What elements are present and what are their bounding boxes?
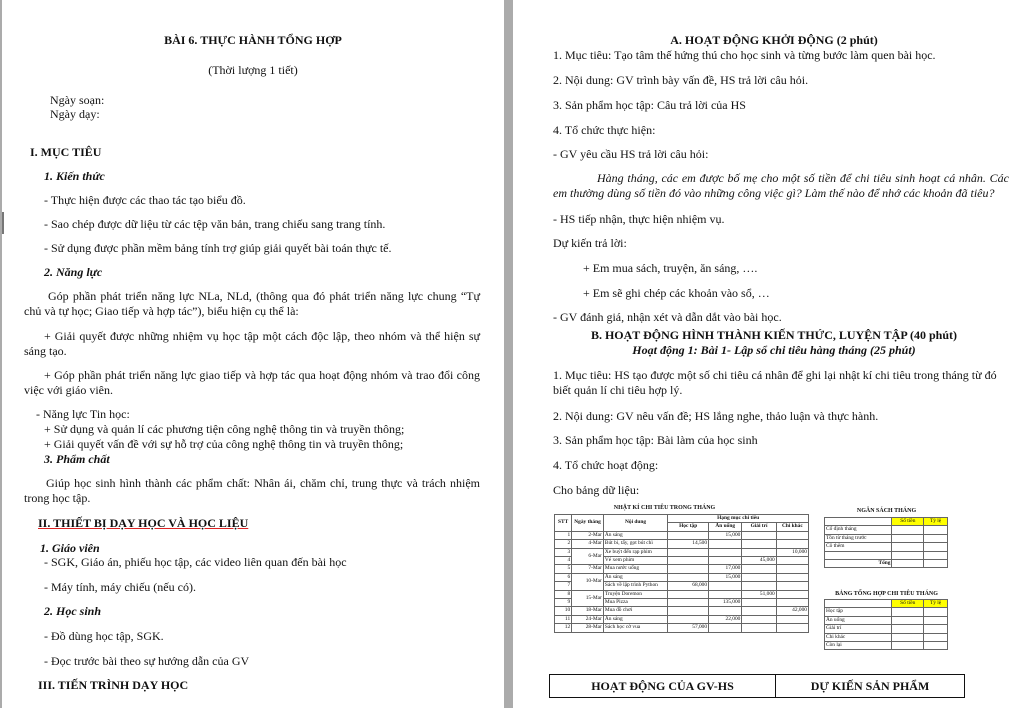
row-content: Ăn sáng <box>603 615 667 623</box>
row-amount-hoc <box>668 565 709 573</box>
row-amount-an <box>709 590 742 598</box>
diary-table-title: NHẬT KÍ CHI TIÊU TRONG THÁNG <box>613 505 716 511</box>
summary-row-label: Giải trí <box>825 625 892 633</box>
header-expected-product: DỰ KIẾN SẢN PHẨM <box>776 675 965 698</box>
row-amount-hoc: 14,500 <box>668 540 709 548</box>
table-cell <box>924 543 948 551</box>
summary-row-label: Chi khác <box>825 633 892 641</box>
row-amount-hoc <box>668 548 709 556</box>
row-amount-giai: 51,000 <box>742 590 776 598</box>
col-group: Hạng mục chi tiêu <box>668 515 809 523</box>
subsection-teacher: 1. Giáo viên <box>40 541 100 555</box>
table-cell <box>892 551 924 559</box>
table-row <box>555 548 809 556</box>
table-cell <box>825 518 892 526</box>
budget-ratio-header: Tỷ lệ <box>924 518 948 526</box>
table-cell <box>892 642 924 650</box>
row-number: 6 <box>555 573 572 581</box>
table-cell <box>892 608 924 616</box>
section-equipment-text: II. THIẾT BỊ DẠY HỌC VÀ HỌC LIỆU <box>38 516 249 530</box>
activity-b-goal: 1. Mục tiêu: HS tạo được một số chi tiêu cá nhân để ghi lại nhật kí chi tiêu trong tháng từ đó biết quản lí chi tiêu hợp lý. <box>553 368 997 397</box>
it-competency-label: - Năng lực Tin học: <box>36 407 130 421</box>
row-amount-khac <box>776 540 808 548</box>
budget-amount-header: Số tiền <box>892 518 924 526</box>
row-amount-khac <box>776 531 808 539</box>
summary-amount-header: Số tiền <box>892 600 924 608</box>
row-content: Bút bi, tẩy, gọt bút chì <box>603 540 667 548</box>
row-number: 3 <box>555 548 572 556</box>
margin-marker <box>2 212 4 234</box>
table-cell <box>892 543 924 551</box>
row-date: 28-Mar <box>572 624 604 632</box>
summary-row-label: Còn lại <box>825 642 892 650</box>
table-cell <box>892 625 924 633</box>
activity-a-goal: 1. Mục tiêu: Tạo tâm thế hứng thú cho học sinh và từng bước làm quen bài học. <box>553 48 936 62</box>
table-row <box>555 590 809 598</box>
table-row <box>555 615 809 623</box>
document-page-2 <box>513 0 1035 708</box>
student-item-2: - Đọc trước bài theo sự hướng dẫn của GV <box>44 654 250 668</box>
section-equipment <box>38 516 248 531</box>
row-amount-giai <box>742 607 776 615</box>
header-teacher-student-activity: HOẠT ĐỘNG CỦA GV-HS <box>550 675 776 698</box>
activity-b-content: 2. Nội dung: GV nêu vấn đề; HS lắng nghe, thảo luận và thực hành. <box>553 409 879 423</box>
expected-answer-2: + Em sẽ ghi chép các khoản vào sổ, … <box>583 286 770 300</box>
row-amount-hoc: 68,000 <box>668 582 709 590</box>
row-content: Ăn sáng <box>603 531 667 539</box>
table-row <box>825 518 948 526</box>
row-date: 7-Mar <box>572 565 604 573</box>
row-amount-giai: 45,000 <box>742 557 776 565</box>
subsection-student: 2. Học sinh <box>44 604 102 618</box>
table-cell <box>892 616 924 624</box>
row-content: Vé xem phim <box>603 557 667 565</box>
lesson-title: BÀI 6. THỰC HÀNH TỔNG HỢP <box>164 33 342 47</box>
teacher-item-2: - Máy tính, máy chiếu (nếu có). <box>44 580 196 594</box>
activity-b-title: B. HOẠT ĐỘNG HÌNH THÀNH KIẾN THỨC, LUYỆN TẬP (40 phút) <box>590 328 958 342</box>
row-amount-giai <box>742 548 776 556</box>
row-amount-khac <box>776 624 808 632</box>
row-date: 15-Mar <box>572 590 604 607</box>
table-row <box>825 642 948 650</box>
row-content: Ăn sáng <box>603 573 667 581</box>
activity-a-assess: - GV đánh giá, nhận xét và dẫn dắt vào bài học. <box>553 310 782 324</box>
row-amount-hoc <box>668 599 709 607</box>
subsection-competency: 2. Năng lực <box>44 265 103 279</box>
row-amount-an <box>709 557 742 565</box>
knowledge-item-1: - Thực hiện được các thao tác tạo biểu đồ. <box>44 193 246 207</box>
row-number: 10 <box>555 607 572 615</box>
subsection-knowledge: 1. Kiến thức <box>44 169 105 183</box>
row-date: 24-Mar <box>572 615 604 623</box>
document-page-1 <box>2 0 504 708</box>
row-amount-an <box>709 607 742 615</box>
row-date: 6-Mar <box>572 548 604 565</box>
row-content: Mua nước uống <box>603 565 667 573</box>
row-amount-giai <box>742 565 776 573</box>
table-row <box>825 534 948 542</box>
row-amount-an <box>709 582 742 590</box>
table-cell <box>924 608 948 616</box>
table-cell <box>892 560 924 568</box>
table-row <box>555 607 809 615</box>
activity-b-product: 3. Sản phẩm học tập: Bài làm của học sinh <box>553 433 758 447</box>
row-number: 4 <box>555 557 572 565</box>
row-amount-khac <box>776 582 808 590</box>
table-row <box>555 531 809 539</box>
row-number: 11 <box>555 615 572 623</box>
knowledge-item-3: - Sử dụng được phần mềm bảng tính trợ giúp giải quyết bài toán thực tế. <box>44 241 392 255</box>
row-amount-hoc <box>668 607 709 615</box>
table-cell <box>924 560 948 568</box>
table-row <box>555 624 809 632</box>
teacher-item-1: - SGK, Giáo án, phiếu học tập, các video liên quan đến bài học <box>44 555 347 569</box>
table-cell <box>924 642 948 650</box>
row-amount-giai <box>742 573 776 581</box>
table-row <box>825 608 948 616</box>
row-amount-hoc <box>668 531 709 539</box>
budget-row-label <box>825 551 892 559</box>
table-row <box>825 625 948 633</box>
activity-b-organize: 4. Tổ chức hoạt động: <box>553 458 659 472</box>
table-row <box>825 560 948 568</box>
row-amount-giai <box>742 599 776 607</box>
col-study: Học tập <box>668 523 709 531</box>
activity-a-title: A. HOẠT ĐỘNG KHỞI ĐỘNG (2 phút) <box>670 33 878 47</box>
table-cell <box>892 526 924 534</box>
it-competency-2: + Giải quyết vấn đề với sự hỗ trợ của công nghệ thông tin và truyền thông; <box>44 437 404 451</box>
budget-row-label: Tồn từ tháng trước <box>825 534 892 542</box>
row-content: Mua đồ chơi <box>603 607 667 615</box>
table-cell <box>825 600 892 608</box>
row-number: 8 <box>555 590 572 598</box>
activity-a-content: 2. Nội dung: GV trình bày vấn đề, HS trả lời câu hỏi. <box>553 73 809 87</box>
activity-b-subtitle: Hoạt động 1: Bài 1- Lập sổ chi tiêu hàng tháng (25 phút) <box>632 343 916 357</box>
table-cell <box>924 534 948 542</box>
row-amount-an: 15,000 <box>709 573 742 581</box>
budget-total-label: Tổng <box>825 560 892 568</box>
col-other: Chi khác <box>776 523 808 531</box>
activity-a-request: - GV yêu cầu HS trả lời câu hỏi: <box>553 147 709 161</box>
row-amount-an: 17,000 <box>709 565 742 573</box>
row-amount-khac <box>776 573 808 581</box>
table-cell <box>924 526 948 534</box>
row-amount-hoc <box>668 615 709 623</box>
table-row <box>825 551 948 559</box>
row-amount-hoc <box>668 590 709 598</box>
section-objectives: I. MỤC TIÊU <box>30 145 102 159</box>
table-cell <box>924 625 948 633</box>
row-amount-khac: 10,000 <box>776 548 808 556</box>
table-row <box>825 526 948 534</box>
row-content: Xe buýt đến rạp phim <box>603 548 667 556</box>
row-amount-an <box>709 540 742 548</box>
table-cell <box>892 534 924 542</box>
row-content: Truyện Doremon <box>603 590 667 598</box>
row-amount-khac <box>776 557 808 565</box>
budget-row-label: Cố định tháng <box>825 526 892 534</box>
row-amount-an: 15,000 <box>709 531 742 539</box>
row-date: 4-Mar <box>572 540 604 548</box>
row-number: 2 <box>555 540 572 548</box>
table-row <box>550 675 965 698</box>
lesson-duration: (Thời lượng 1 tiết) <box>208 63 298 77</box>
row-amount-khac <box>776 565 808 573</box>
summary-ratio-header: Tỷ lệ <box>924 600 948 608</box>
col-content: Nội dung <box>603 515 667 532</box>
row-date: 18-Mar <box>572 607 604 615</box>
row-amount-giai <box>742 540 776 548</box>
row-amount-hoc <box>668 557 709 565</box>
table-cell <box>892 633 924 641</box>
student-item-1: - Đồ dùng học tập, SGK. <box>44 629 164 643</box>
col-date: Ngày tháng <box>572 515 604 532</box>
row-amount-an: 135,000 <box>709 599 742 607</box>
col-food: Ăn uống <box>709 523 742 531</box>
summary-row-label: Ăn uống <box>825 616 892 624</box>
competency-paragraph: Góp phần phát triển năng lực NLa, NLd, (thông qua đó phát triển năng lực chung “Tự chủ và tự học; Giao tiếp và hợp tác”), biểu hiện cụ thể là: <box>24 289 480 318</box>
prep-date-label: Ngày soạn: <box>50 93 105 107</box>
activity-a-organize: 4. Tổ chức thực hiện: <box>553 123 656 137</box>
table-row <box>555 573 809 581</box>
summary-table-title: BẢNG TỔNG HỢP CHI TIÊU THÁNG <box>835 591 938 597</box>
diary-body <box>555 531 809 632</box>
row-date: 10-Mar <box>572 573 604 590</box>
row-amount-khac <box>776 590 808 598</box>
expense-summary-table <box>824 599 948 650</box>
table-row <box>825 616 948 624</box>
teach-date-label: Ngày dạy: <box>50 107 100 121</box>
row-number: 9 <box>555 599 572 607</box>
table-row <box>555 565 809 573</box>
section-process: III. TIẾN TRÌNH DẠY HỌC <box>38 678 189 692</box>
row-content: Mua Pizza <box>603 599 667 607</box>
competency-item-1: + Giải quyết được những nhiệm vụ học tập một cách độc lập, theo nhóm và thể hiện sự sáng tạo. <box>24 329 480 358</box>
expense-diary-table <box>554 514 809 633</box>
table-row <box>555 540 809 548</box>
col-entertainment: Giải trí <box>742 523 776 531</box>
data-table-intro: Cho bảng dữ liệu: <box>553 483 640 497</box>
row-content: Sách học cờ vua <box>603 624 667 632</box>
monthly-budget-table <box>824 517 948 568</box>
row-amount-giai <box>742 624 776 632</box>
knowledge-item-2: - Sao chép được dữ liệu từ các tệp văn bản, trang chiếu sang trang tính. <box>44 217 386 231</box>
qualities-paragraph: Giúp học sinh hình thành các phẩm chất: Nhân ái, chăm chỉ, trung thực và trách nhiệm trong học tập. <box>24 476 480 505</box>
question-quote: Hàng tháng, các em được bố mẹ cho một số tiền để chi tiêu sinh hoạt cá nhân. Các em thường dùng số tiền đó vào những công việc gì? Làm thế nào để nhớ các khoản đã tiêu? <box>553 171 1009 200</box>
row-number: 1 <box>555 531 572 539</box>
budget-row-label: Cô thêm <box>825 543 892 551</box>
row-amount-hoc <box>668 573 709 581</box>
row-amount-khac <box>776 615 808 623</box>
activity-a-receive: - HS tiếp nhận, thực hiện nhiệm vụ. <box>553 212 725 226</box>
row-amount-an <box>709 624 742 632</box>
row-number: 12 <box>555 624 572 632</box>
it-competency-1: + Sử dụng và quản lí các phương tiện công nghệ thông tin và truyền thông; <box>44 422 405 436</box>
expected-answer-1: + Em mua sách, truyện, ăn sáng, …. <box>583 261 758 275</box>
summary-row-label: Học tập <box>825 608 892 616</box>
table-row <box>825 543 948 551</box>
row-amount-giai <box>742 615 776 623</box>
row-amount-giai <box>742 531 776 539</box>
row-amount-khac: 42,000 <box>776 607 808 615</box>
competency-item-2: + Góp phần phát triển năng lực giao tiếp và hợp tác qua hoạt động nhóm và trao đổi công việc với giáo viên. <box>24 368 480 397</box>
row-number: 7 <box>555 582 572 590</box>
expected-answer-label: Dự kiến trả lời: <box>553 236 627 250</box>
activity-a-product: 3. Sản phẩm học tập: Câu trả lời của HS <box>553 98 746 112</box>
row-number: 5 <box>555 565 572 573</box>
row-content: Sách về lập trình Python <box>603 582 667 590</box>
table-cell <box>924 633 948 641</box>
row-date: 2-Mar <box>572 531 604 539</box>
table-row <box>825 633 948 641</box>
row-amount-an <box>709 548 742 556</box>
col-stt: STT <box>555 515 572 532</box>
table-cell <box>924 616 948 624</box>
activity-product-table-header <box>549 674 965 698</box>
row-amount-khac <box>776 599 808 607</box>
row-amount-giai <box>742 582 776 590</box>
table-cell <box>924 551 948 559</box>
row-amount-hoc: 57,000 <box>668 624 709 632</box>
subsection-qualities: 3. Phẩm chất <box>44 452 110 466</box>
row-amount-an: 22,000 <box>709 615 742 623</box>
budget-table-title: NGÂN SÁCH THÁNG <box>856 508 917 514</box>
table-row <box>825 600 948 608</box>
